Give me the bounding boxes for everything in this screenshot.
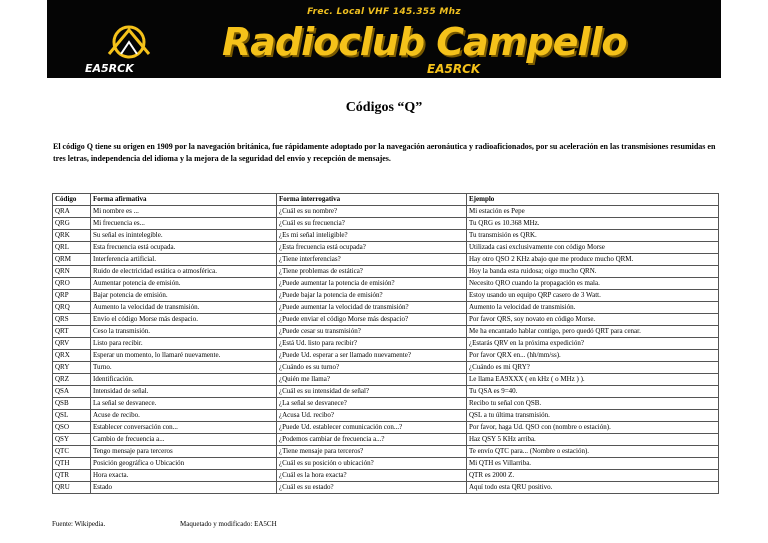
interrogative-cell: ¿Cuál es su frecuencia? <box>277 218 467 230</box>
example-cell: Haz QSY 5 KHz arriba. <box>467 434 719 446</box>
example-cell: Recibo tu señal con QSB. <box>467 398 719 410</box>
code-cell: QRX <box>53 350 91 362</box>
column-header: Forma interrogativa <box>277 194 467 206</box>
affirmative-cell: Tengo mensaje para terceros <box>91 446 277 458</box>
column-header: Código <box>53 194 91 206</box>
example-cell: Por favor QRS, soy novato en código Morse. <box>467 314 719 326</box>
footer-credit: Maquetado y modificado: EA5CH <box>180 520 277 528</box>
example-cell: ¿Estarás QRV en la próxima expedición? <box>467 338 719 350</box>
example-cell: Le llama EA9XXX ( en kHz ( o MHz ) ). <box>467 374 719 386</box>
interrogative-cell: ¿Quién me llama? <box>277 374 467 386</box>
intro-paragraph: El código Q tiene su origen en 1909 por la navegación británica, fue rápidamente adoptado por la navegación aeronáutica y radioaficionados, por su aceleración en las transmisiones resumidas en tres letras, independencia del idioma y la mejora de la seguridad del envío y recepción de mensajes. <box>53 142 716 163</box>
interrogative-cell: ¿Puede bajar la potencia de emisión? <box>277 290 467 302</box>
example-cell: ¿Cuándo es mi QRY? <box>467 362 719 374</box>
interrogative-cell: ¿Puede Ud. esperar a ser llamado nuevamente? <box>277 350 467 362</box>
table-row <box>53 422 719 434</box>
example-cell: Mi estación es Pepe <box>467 206 719 218</box>
table-row <box>53 386 719 398</box>
example-cell: Te envío QTC para... (Nombre o estación). <box>467 446 719 458</box>
example-cell: Por favor, haga Ud. QSO con (nombre o estación). <box>467 422 719 434</box>
example-cell: Aumento la velocidad de transmisión. <box>467 302 719 314</box>
code-cell: QRL <box>53 242 91 254</box>
example-cell: Estoy usando un equipo QRP casero de 3 Watt. <box>467 290 719 302</box>
affirmative-cell: Aumento la velocidad de transmisión. <box>91 302 277 314</box>
code-cell: QSB <box>53 398 91 410</box>
table-row <box>53 290 719 302</box>
code-cell: QRA <box>53 206 91 218</box>
table-row <box>53 374 719 386</box>
interrogative-cell: ¿Está Ud. listo para recibir? <box>277 338 467 350</box>
code-cell: QRS <box>53 314 91 326</box>
header-banner <box>47 0 721 78</box>
code-cell: QTC <box>53 446 91 458</box>
column-header: Forma afirmativa <box>91 194 277 206</box>
code-cell: QRG <box>53 218 91 230</box>
table-header-row <box>53 194 719 206</box>
interrogative-cell: ¿Cuál es la hora exacta? <box>277 470 467 482</box>
affirmative-cell: Ruido de electricidad estática o atmosférica. <box>91 266 277 278</box>
interrogative-cell: ¿Es mi señal inteligible? <box>277 230 467 242</box>
example-cell: Tu QRG es 10.368 MHz. <box>467 218 719 230</box>
affirmative-cell: Esperar un momento, lo llamaré nuevamente. <box>91 350 277 362</box>
interrogative-cell: ¿Puede cesar su transmisión? <box>277 326 467 338</box>
radio-antenna-logo-icon <box>99 24 159 60</box>
affirmative-cell: Interferencia artificial. <box>91 254 277 266</box>
banner-callsign-left: EA5RCK <box>85 62 134 75</box>
interrogative-cell: ¿Puede aumentar la velocidad de transmisión? <box>277 302 467 314</box>
interrogative-cell: ¿Podemos cambiar de frecuencia a...? <box>277 434 467 446</box>
affirmative-cell: Aumentar potencia de emisión. <box>91 278 277 290</box>
column-header: Ejemplo <box>467 194 719 206</box>
affirmative-cell: Establecer conversación con... <box>91 422 277 434</box>
example-cell: Hay otro QSO 2 KHz abajo que me produce mucho QRM. <box>467 254 719 266</box>
table-row <box>53 218 719 230</box>
table-row <box>53 314 719 326</box>
table-row <box>53 458 719 470</box>
table-row <box>53 482 719 494</box>
banner-tagline: Frec. Local VHF 145.355 Mhz <box>307 7 461 17</box>
code-cell: QRQ <box>53 302 91 314</box>
table-row <box>53 242 719 254</box>
affirmative-cell: Intensidad de señal. <box>91 386 277 398</box>
table-row <box>53 350 719 362</box>
interrogative-cell: ¿Esta frecuencia está ocupada? <box>277 242 467 254</box>
example-cell: Hoy la banda esta ruidosa; oigo mucho QRN. <box>467 266 719 278</box>
example-cell: Utilizada casi exclusivamente con código Morse <box>467 242 719 254</box>
table-row <box>53 302 719 314</box>
example-cell: Mi QTH es Villarriba. <box>467 458 719 470</box>
code-cell: QRZ <box>53 374 91 386</box>
page-title: Códigos “Q” <box>345 100 423 115</box>
affirmative-cell: Acuse de recibo. <box>91 410 277 422</box>
table-row <box>53 230 719 242</box>
interrogative-cell: ¿Puede aumentar la potencia de emisión? <box>277 278 467 290</box>
code-cell: QRT <box>53 326 91 338</box>
interrogative-cell: ¿Cuál es su nombre? <box>277 206 467 218</box>
code-cell: QSL <box>53 410 91 422</box>
affirmative-cell: Identificación. <box>91 374 277 386</box>
example-cell: Aquí todo esta QRU positivo. <box>467 482 719 494</box>
table-row <box>53 434 719 446</box>
code-cell: QRO <box>53 278 91 290</box>
code-cell: QSO <box>53 422 91 434</box>
affirmative-cell: Estado <box>91 482 277 494</box>
example-cell: Necesito QRO cuando la propagación es mala. <box>467 278 719 290</box>
table-row <box>53 338 719 350</box>
affirmative-cell: Listo para recibir. <box>91 338 277 350</box>
example-cell: Tu QSA es 9=40. <box>467 386 719 398</box>
table-row <box>53 254 719 266</box>
example-cell: Me ha encantado hablar contigo, pero quedó QRT para cenar. <box>467 326 719 338</box>
code-cell: QTR <box>53 470 91 482</box>
affirmative-cell: Bajar potencia de emisión. <box>91 290 277 302</box>
table-row <box>53 470 719 482</box>
interrogative-cell: ¿Cuándo es su turno? <box>277 362 467 374</box>
table-row <box>53 446 719 458</box>
table-row <box>53 278 719 290</box>
code-cell: QSA <box>53 386 91 398</box>
affirmative-cell: Ceso la transmisión. <box>91 326 277 338</box>
example-cell: QSL a tu última transmisión. <box>467 410 719 422</box>
table-row <box>53 266 719 278</box>
banner-callsign-right: EA5RCK <box>427 62 481 76</box>
interrogative-cell: ¿Acusa Ud. recibo? <box>277 410 467 422</box>
interrogative-cell: ¿Tiene mensaje para terceros? <box>277 446 467 458</box>
interrogative-cell: ¿Tiene problemas de estática? <box>277 266 467 278</box>
code-cell: QRP <box>53 290 91 302</box>
affirmative-cell: La señal se desvanece. <box>91 398 277 410</box>
example-cell: QTR es 2000 Z. <box>467 470 719 482</box>
interrogative-cell: ¿Cuál es su estado? <box>277 482 467 494</box>
table-row <box>53 206 719 218</box>
table-row <box>53 326 719 338</box>
affirmative-cell: Cambio de frecuencia a... <box>91 434 277 446</box>
banner-title: Radioclub Campello <box>222 20 627 64</box>
q-codes-table <box>52 193 719 494</box>
example-cell: Por favor QRX en... (hh/mm/ss). <box>467 350 719 362</box>
interrogative-cell: ¿Tiene interferencias? <box>277 254 467 266</box>
code-cell: QRV <box>53 338 91 350</box>
affirmative-cell: Posición geográfica o Ubicación <box>91 458 277 470</box>
affirmative-cell: Mi frecuencia es... <box>91 218 277 230</box>
affirmative-cell: Mi nombre es ... <box>91 206 277 218</box>
code-cell: QSY <box>53 434 91 446</box>
affirmative-cell: Hora exacta. <box>91 470 277 482</box>
table-row <box>53 362 719 374</box>
affirmative-cell: Turno. <box>91 362 277 374</box>
interrogative-cell: ¿Cuál es su intensidad de señal? <box>277 386 467 398</box>
code-cell: QRM <box>53 254 91 266</box>
footer-source: Fuente: Wikipedia. <box>52 520 106 528</box>
affirmative-cell: Su señal es inintelegible. <box>91 230 277 242</box>
table-row <box>53 398 719 410</box>
interrogative-cell: ¿Puede Ud. establecer comunicación con...? <box>277 422 467 434</box>
interrogative-cell: ¿Cuál es su posición o ubicación? <box>277 458 467 470</box>
code-cell: QTH <box>53 458 91 470</box>
table-row <box>53 410 719 422</box>
interrogative-cell: ¿Puede enviar el código Morse más despacio? <box>277 314 467 326</box>
code-cell: QRK <box>53 230 91 242</box>
code-cell: QRN <box>53 266 91 278</box>
affirmative-cell: Esta frecuencia está ocupada. <box>91 242 277 254</box>
example-cell: Tu transmisión es QRK. <box>467 230 719 242</box>
interrogative-cell: ¿La señal se desvanece? <box>277 398 467 410</box>
affirmative-cell: Envío el código Morse más despacio. <box>91 314 277 326</box>
code-cell: QRU <box>53 482 91 494</box>
code-cell: QRY <box>53 362 91 374</box>
